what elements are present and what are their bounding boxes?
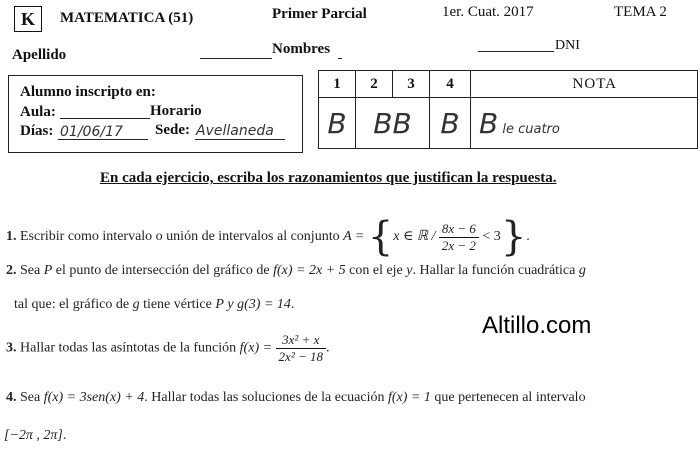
nombres-label: Nombres xyxy=(272,41,331,57)
dias-line[interactable] xyxy=(58,139,148,140)
grade-table xyxy=(318,70,698,149)
exercise-1-fraction xyxy=(439,221,479,254)
apellido-label: Apellido xyxy=(12,47,67,63)
exercise-1-set-in: x ∈ ℝ / xyxy=(393,229,436,245)
dni-label: DNI xyxy=(555,38,580,53)
horario-label: Horario xyxy=(150,103,202,119)
term-label: 1er. Cuat. 2017 xyxy=(442,4,534,20)
aula-line[interactable] xyxy=(60,118,150,119)
sede-value: Avellaneda xyxy=(196,123,274,139)
course-title: MATEMATICA (51) xyxy=(60,10,194,26)
exercise-3-number: 3. xyxy=(6,340,17,356)
grade-header-3: 3 xyxy=(393,71,430,98)
grade-value-2: BB xyxy=(356,98,430,149)
student-box-title: Alumno inscripto en: xyxy=(20,84,156,100)
apellido-line[interactable] xyxy=(200,58,272,59)
watermark: Altillo.com xyxy=(482,312,592,339)
grade-header-nota: NOTA xyxy=(471,71,698,98)
exercise-1-denominator: 2x − 2 xyxy=(441,237,476,253)
dias-label: Días: xyxy=(20,123,54,139)
exercise-4: 4. Sea f(x) = 3sen(x) + 4. Hallar todas las soluciones de la ecuación f(x) = 1 que pertenecen al intervalo xyxy=(6,390,586,405)
dni-line[interactable] xyxy=(478,51,554,52)
exercise-4-interval: [−2π , 2π]. xyxy=(4,428,67,443)
exercise-1: 1. Escribir como intervalo o unión de intervalos al conjunto A = {x ∈ ℝ / $\frac{8x - 6}{2x - 2}$ < 3}. xyxy=(6,214,530,260)
grade-header-2: 2 xyxy=(356,71,393,98)
open-brace-icon: { xyxy=(367,214,394,260)
grade-header-1: 1 xyxy=(319,71,356,98)
nombres-line[interactable] xyxy=(338,58,342,59)
exercise-1-numerator: 8x − 6 xyxy=(439,221,479,238)
grade-value-1: B xyxy=(319,98,356,149)
grade-value-4: B xyxy=(479,106,499,140)
exercise-2: 2. Sea P el punto de intersección del gráfico de f(x) = 2x + 5 con el eje y. Hallar la función cuadrática g xyxy=(6,263,586,278)
exercise-3-fraction: $\frac{\text{3x² + x}}{\text{2x² − 18}}$ xyxy=(276,332,326,365)
grade-value-nota xyxy=(471,98,698,149)
dias-value: 01/06/17 xyxy=(60,124,123,140)
exercise-2-line2: tal que: el gráfico de g tiene vértice P y g(3) = 14. xyxy=(14,297,295,312)
exercise-1-number: 1. xyxy=(6,229,17,245)
nota-handwritten: le cuatro xyxy=(502,121,560,137)
tema-badge: K xyxy=(14,6,42,32)
exercise-3: 3. Hallar todas las asíntotas de la función f(x) = $\frac{\text{3x² + x}}{\text{2x² − 18}}$ . xyxy=(6,332,330,364)
exam-title: Primer Parcial xyxy=(272,6,367,22)
close-brace-icon: } xyxy=(500,214,527,260)
sede-line[interactable] xyxy=(195,139,285,140)
sede-label: Sede: xyxy=(155,122,190,138)
exercise-1-ineq: < 3 xyxy=(482,229,501,245)
exercise-1-set-a: A = xyxy=(343,229,365,245)
aula-label: Aula: xyxy=(20,104,56,120)
grade-header-4: 4 xyxy=(430,71,471,98)
exercise-4-number: 4. xyxy=(6,390,17,405)
instruction-text: En cada ejercicio, escriba los razonamientos que justifican la respuesta. xyxy=(100,170,557,186)
grade-value-3: B xyxy=(430,98,471,149)
tema-label: TEMA 2 xyxy=(614,4,667,20)
exercise-2-number: 2. xyxy=(6,263,17,278)
exercise-1-text: Escribir como intervalo o unión de intervalos al conjunto xyxy=(20,229,340,245)
